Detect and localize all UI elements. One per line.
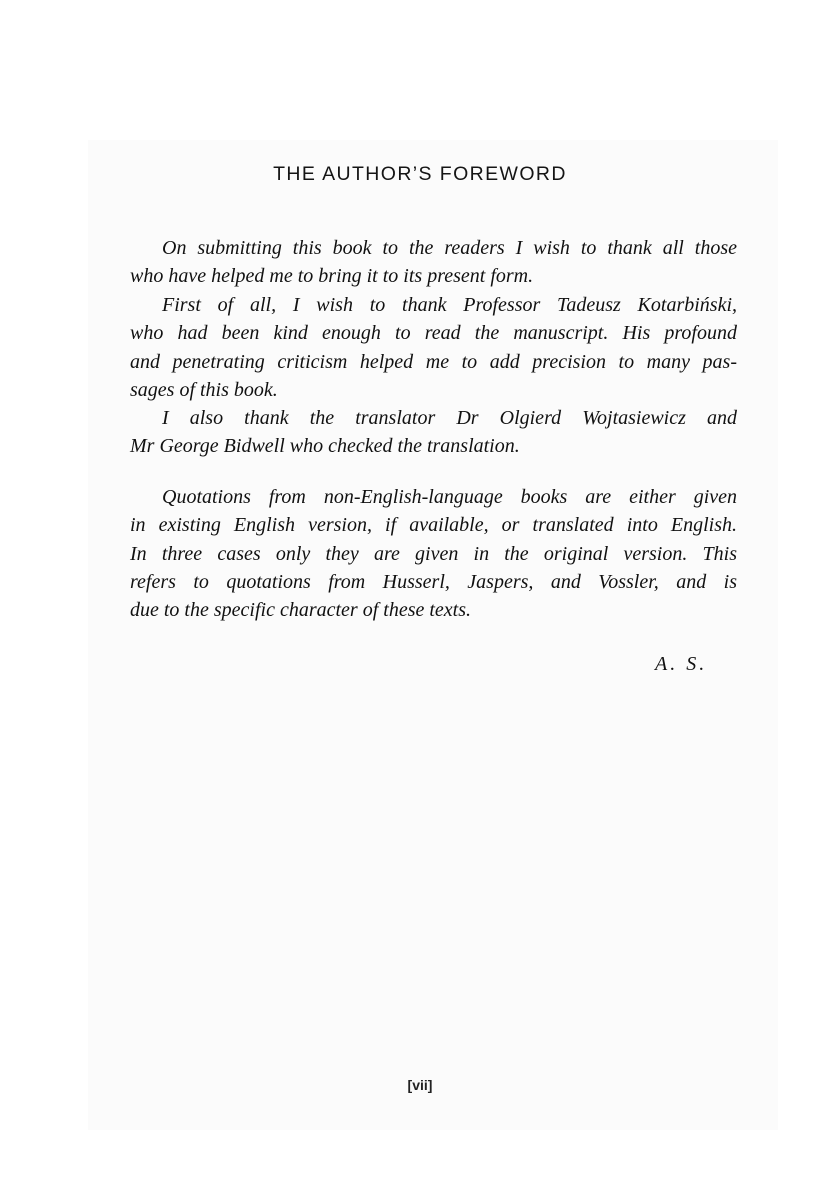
paragraph-line: Quotations from non-English-language books are either given [162,486,737,508]
paragraph-line: refers to quotations from Husserl, Jaspers, and Vossler, and is [130,571,737,593]
paragraph-line: and penetrating criticism helped me to add precision to many pas- [130,351,737,373]
page-title: THE AUTHOR’S FOREWORD [273,163,567,185]
paragraph-line: I also thank the translator Dr Olgierd Wojtasiewicz and [162,407,737,429]
paragraph-line: On submitting this book to the readers I wish to thank all those [162,237,737,259]
paragraph-line: In three cases only they are given in the original version. This [130,543,737,565]
page-number: [vii] [407,1077,433,1093]
paragraph-line: Mr George Bidwell who checked the translation. [130,435,520,457]
paragraph-line: First of all, I wish to thank Professor Tadeusz Kotarbiński, [162,294,737,316]
paragraph-line: in existing English version, if available, or translated into English. [130,514,737,536]
paragraph-line: who had been kind enough to read the manuscript. His profound [130,322,737,344]
author-signature: A. S. [655,653,708,675]
paragraph-line: due to the specific character of these texts. [130,599,472,621]
paragraph-line: who have helped me to bring it to its present form. [130,265,534,287]
paragraph-line: sages of this book. [130,379,278,401]
